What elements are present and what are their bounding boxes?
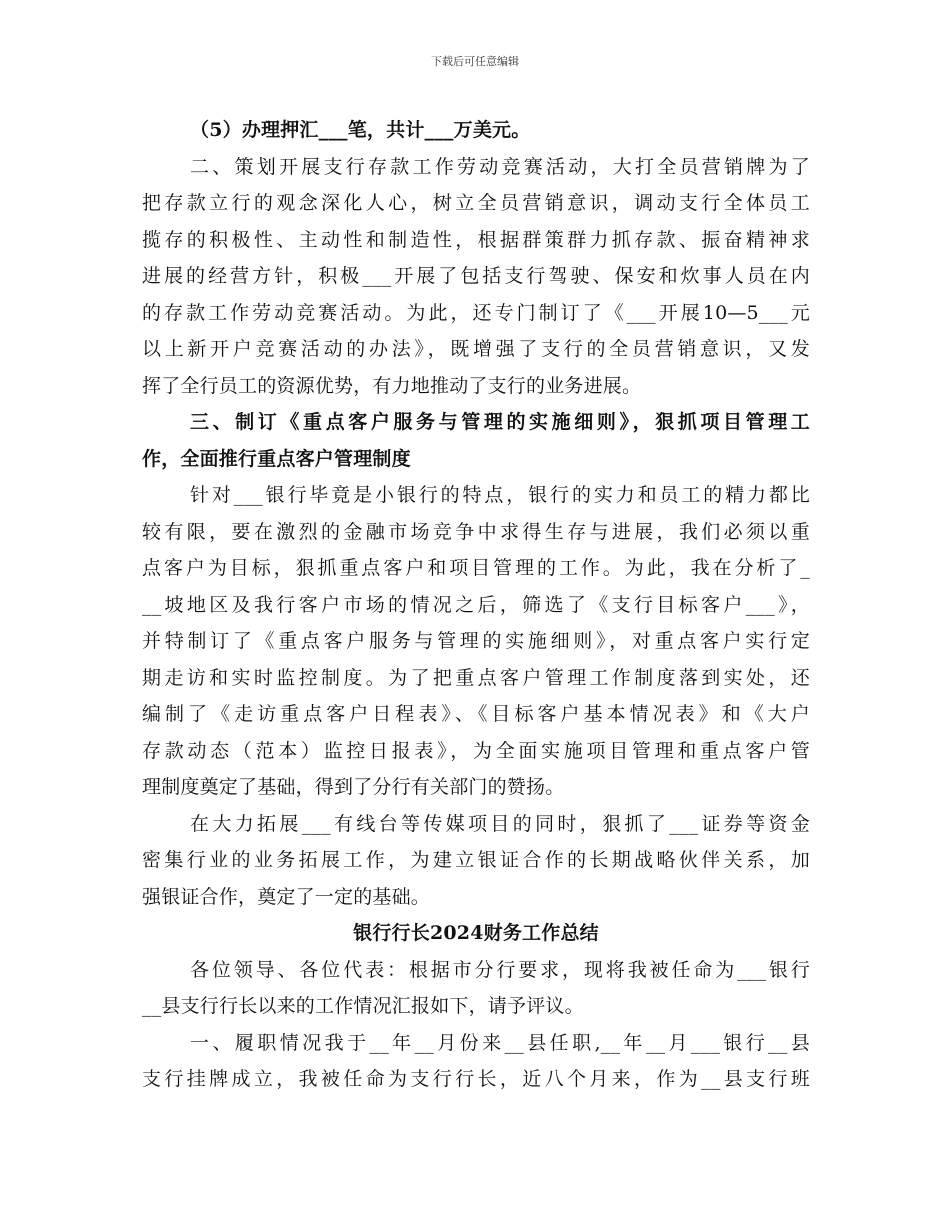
document-body	[142, 112, 810, 1098]
text-line: __坡地区及我行客户市场的情况之后，筛选了《支行目标客户___》，	[142, 593, 810, 616]
text-line: 点客户为目标，狠抓重点客户和项目管理的工作。为此，我在分析了_	[142, 557, 810, 579]
text-line: 揽存的积极性、主动性和制造性，根据群策群力抓存款、振奋精神求	[142, 228, 810, 251]
text-line: 三、制订《重点客户服务与管理的实施细则》，狠抓项目管理工	[190, 411, 810, 433]
text-line: __县支行行长以来的工作情况汇报如下，请予评议。	[142, 995, 584, 1017]
text-line: 进展的经营方针，积极___开展了包括支行驾驶、保安和炊事人员在内	[142, 265, 810, 287]
text-line: 并特制订了《重点客户服务与管理的实施细则》，对重点客户实行定	[142, 630, 810, 652]
text-line: 二、策划开展支行存款工作劳动竞赛活动，大打全员营销牌为了	[190, 155, 810, 178]
text-line: 支行挂牌成立，我被任命为支行行长，近八个月来，作为__县支行班	[142, 1068, 810, 1090]
text-line: 编制了《走访重点客户日程表》、《目标客户基本情况表》和《大户	[142, 703, 810, 725]
text-line: 理制度奠定了基础，得到了分行有关部门的赞扬。	[142, 776, 565, 798]
text-line: 一、履职情况我于__年__月份来__县任职,__年__月___银行__县	[190, 1031, 810, 1054]
text-line: 把存款立行的观念深化人心，树立全员营销意识，调动支行全体员工	[142, 192, 810, 214]
text-line: 作，全面推行重点客户管理制度	[142, 447, 411, 470]
text-line: 密集行业的业务拓展工作，为建立银证合作的长期战略伙伴关系，加	[142, 849, 810, 871]
section-title: 银行行长2024财务工作总结	[353, 922, 599, 944]
text-line: 的存款工作劳动竞赛活动。为此，还专门制订了《___开展10—5___元	[142, 301, 810, 324]
text-line: （5）办理押汇___笔，共计___万美元。	[190, 119, 531, 141]
text-line: 强银证合作，奠定了一定的基础。	[142, 885, 431, 908]
page-header: 下载后可任意编辑	[431, 55, 519, 68]
text-line: 较有限，要在激烈的金融市场竞争中求得生存与进展，我们必须以重	[142, 520, 810, 543]
text-line: 期走访和实时监控制度。为了把重点客户管理工作制度落到实处，还	[142, 666, 810, 689]
text-line: 存款动态（范本）监控日报表》，为全面实施项目管理和重点客户管	[142, 739, 810, 762]
text-line: 以上新开户竞赛活动的办法》，既增强了支行的全员营销意识，又发	[142, 338, 810, 360]
text-line: 在大力拓展___有线台等传媒项目的同时，狠抓了___证券等资金	[190, 812, 810, 835]
text-line: 挥了全行员工的资源优势，有力地推动了支行的业务进展。	[142, 374, 642, 397]
text-line: 针对___银行毕竟是小银行的特点，银行的实力和员工的精力都比	[190, 484, 810, 506]
text-line: 各位领导、各位代表：根据市分行要求，现将我被任命为___银行	[190, 958, 810, 981]
